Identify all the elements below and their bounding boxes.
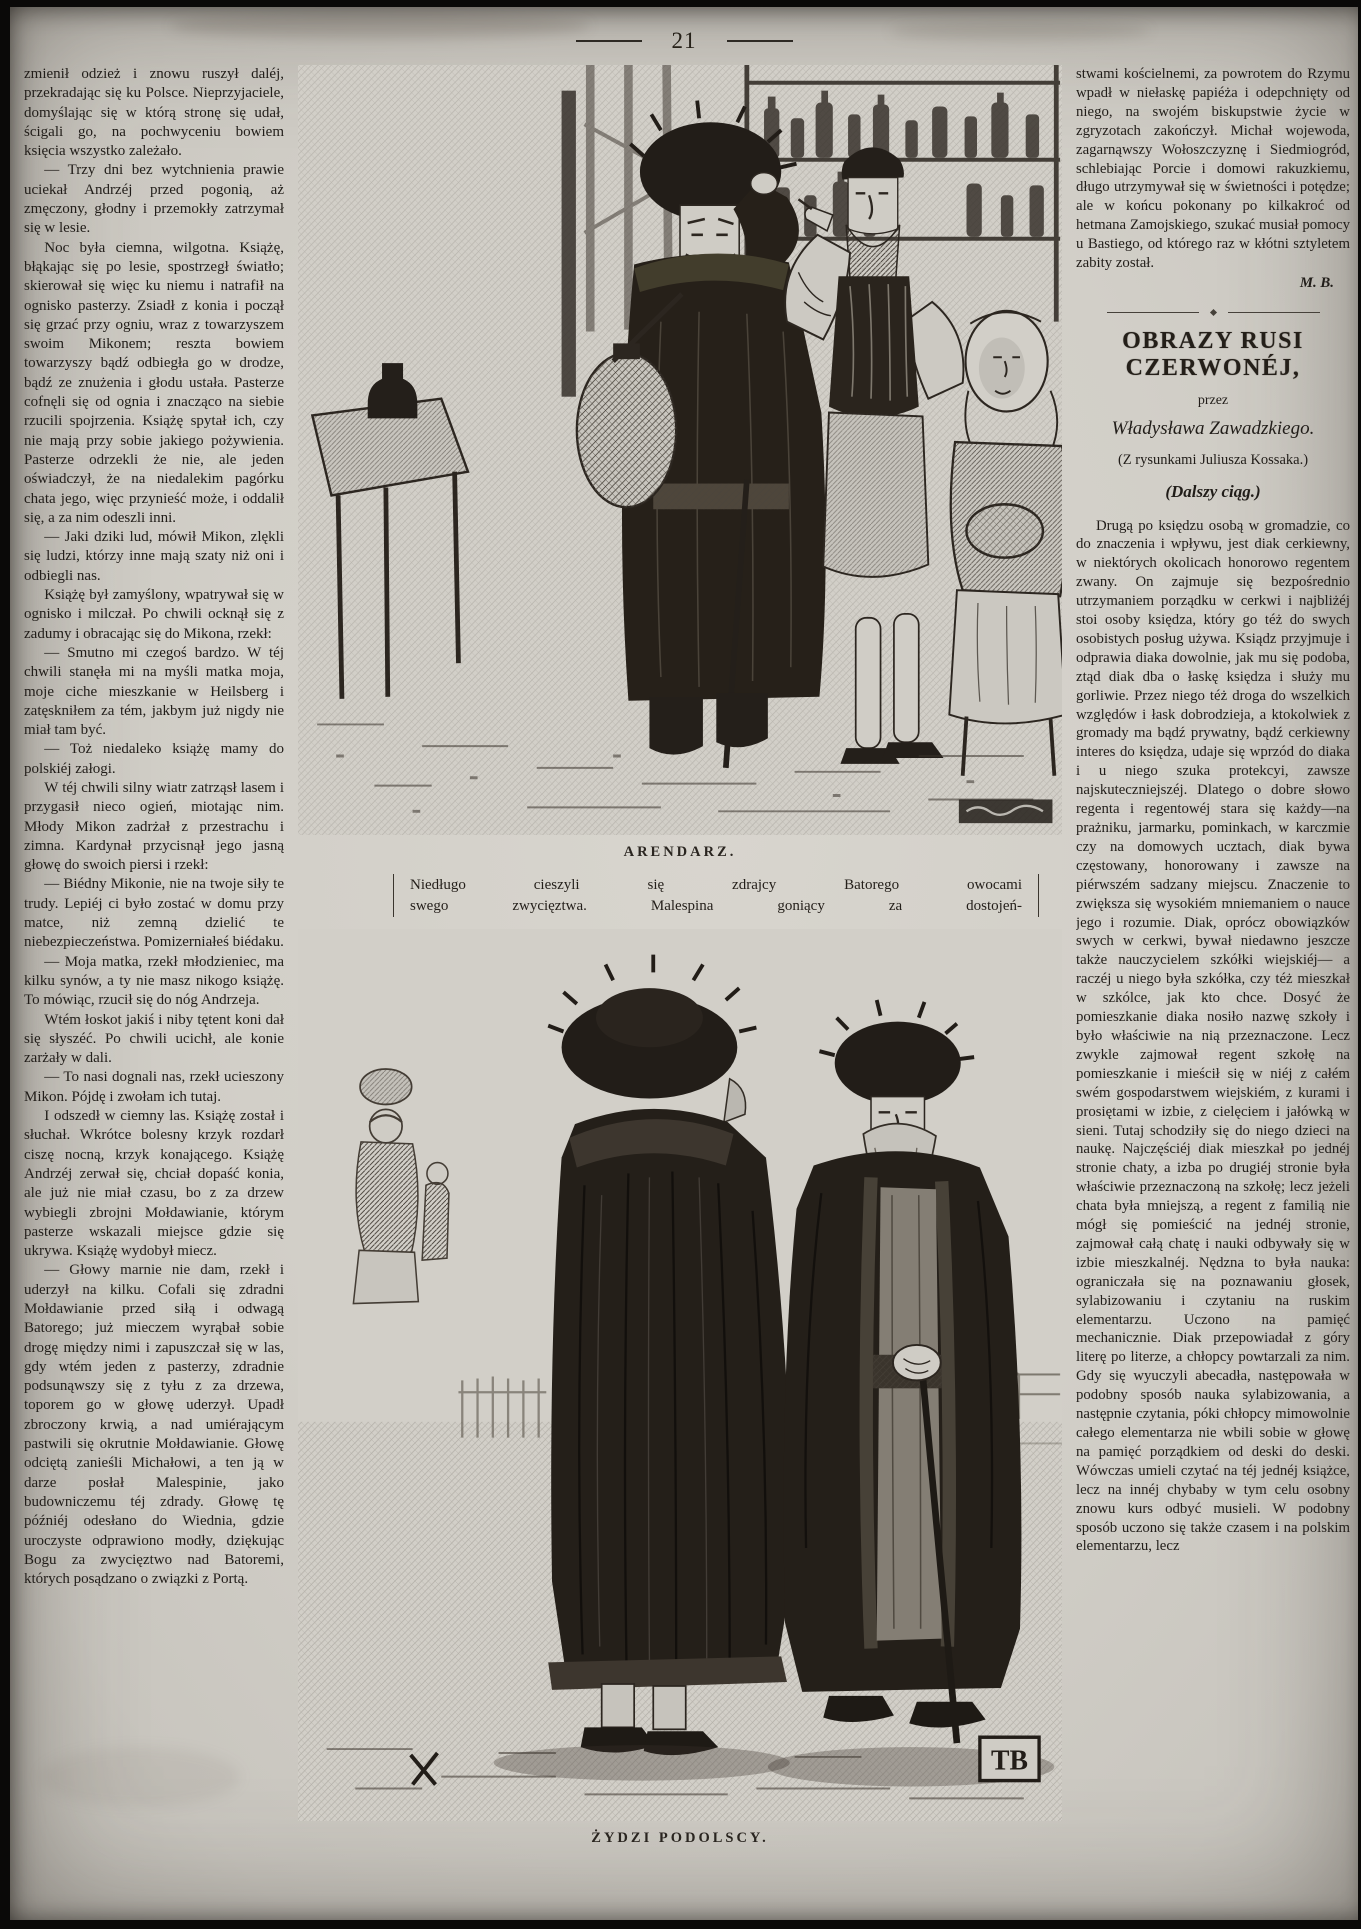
engraving-arendarz (298, 65, 1062, 861)
author-initials: M. B. (1299, 274, 1334, 291)
center-column (298, 65, 1062, 1920)
author-name: Władysława Zawadzkiego. (1111, 417, 1315, 439)
story-paragraph: — Jaki dziki lud, mówił Mikon, zlękli się ludzi, którzy inne mają szaty niż oni i odbiegli nas. (24, 529, 284, 584)
page-number-rule-right (727, 40, 793, 42)
story-paragraph: — Głowy marnie nie dam, rzekł i uderzył na kilku. Cofali się zdradni Mołdawianie przed siłą i odwagą Batorego; już mieczem wyrąbał sobie drogę między nimi i zapuszczał się w las, gdy wtém jeden z pasterzy, zdradnie podsunąwszy się z tyłu z za drzewa, toporem go w głowę uderzył. Upadł zbroczony krwią, a nad umiérającym pastwili się okrutnie Mołdawianie. Głowę odciętą zanieśli Michałowi, a ten ją w darze posłał Malespinie, jako budowniczemu téj zdrady. Głowę tę późniéj odesłano do Wiednia, gdzie uroczyste odprawiono modły, dziękując Bogu za zwycięztwo nad Batoremi, których posądzano o związki z Portą. (24, 1262, 284, 1588)
story-paragraph: — Biédny Mikonie, nie na twoje siły te trudy. Lepiéj ci było zostać w domu przy matce, niż zemną dzielić te niebezpieczeństwa. Pomizerniałeś biédaku. (24, 876, 284, 951)
story-paragraph: — Toż niedaleko książę mamy do polskiéj załogi. (24, 741, 284, 777)
caption-zydzi-podolscy: ŻYDZI PODOLSCY. (591, 1830, 769, 1846)
fragment-line: Niedługo cieszyli się zdrajcy Batorego owocami (410, 877, 1022, 893)
engraver-monogram: TB (991, 1745, 1028, 1777)
article-paragraph: stwami kościelnemi, za powrotem do Rzymu wpadł w niełaskę papiéża i odepchnięty od niego, na swojém biskupstwie życie w zgryzotach zakończył. Michał wojewoda, zagarnąwszy Wołoszczyznę i Siedmiogród, schlebiając Porcie i domowi rakuzkiemu, długo utrzymywał się w świetności i potędze; ale w końcu pokonany po kilkakroć od hetmana Zamojskiego, szukać musiał pomocy u Bastiego, od którego raz w kłótni sztyletem zabity został. (1076, 66, 1350, 272)
separator-rule-left (1107, 312, 1199, 313)
section-separator (1076, 310, 1350, 315)
left-column (24, 65, 284, 1920)
engraving-zydzi-podolscy-image (298, 929, 1062, 1821)
right-column (1076, 65, 1350, 1920)
column-text-fragment (393, 874, 1039, 917)
article-heading (1076, 328, 1350, 502)
illustrations-note: (Z rysunkami Juliusza Kossaka.) (1117, 451, 1309, 468)
story-paragraph: W téj chwili silny wiatr zatrząsł lasem i przygasił nieco ogień, miotając nim. Młody Mikon zadrżał z przestrachu i zimna. Kardynał przycisnął jego jasną głowę do swoich piersi i rzekł: (24, 779, 284, 874)
story-paragraph: Wtém łoskot jakiś i niby tętent koni dał się słyszéć. Po chwili ucichł, ale konie zarżały w dali. (24, 1011, 284, 1067)
story-paragraph: zmienił odzież i znowu ruszył daléj, przekradając się ku Polsce. Nieprzyjaciele, domyślając się w którą stronę się udał, ścigali go, na pochwyceniu bowiem księcia wszystko zależało. (24, 66, 284, 160)
story-paragraph: — Moja matka, rzekł młodzieniec, ma kilku synów, a ty nie masz nikogo książę. To mówiąc, rzucił się do nóg Andrzeja. (24, 953, 284, 1009)
engraving-zydzi-podolscy (298, 929, 1062, 1847)
story-paragraph: — To nasi dognali nas, rzekł ucieszony Mikon. Pójdę i zwołam ich tutaj. (24, 1069, 284, 1105)
story-paragraph: Noc była ciemna, wilgotna. Książę, błąkając się po lesie, spostrzegł światło; skierował się więc ku niemu i natrafił na ognisko pasterzy. Zsiadł z konia i począł się grzać przy ogniu, wraz z towarzyszem swoim Mikonem; reszta bowiem towarzyszy bądź odbiegła go w drodze, bądź ze znużenia i głodu ustała. Pasterze cofnęli się od ognia i znacząco na siebie rzucili spojrzenia. Książę spytał ich, czy nie mają przy sobie jakiego pożywienia. Pasterze odrzekli że nie, ale jeden oświadczył, że na niedalekim pagórku chata jego, więc przynieść może, i oddalił się, a za nim odeszli inni. (24, 239, 284, 526)
caption-arendarz: ARENDARZ. (623, 844, 737, 860)
continuation-note: (Dalszy ciąg.) (1165, 481, 1261, 501)
fragment-line: swego zwycięztwa. Malespina goniący za dostojeń- (410, 897, 1022, 914)
engraving-arendarz-image (298, 65, 1062, 835)
engraver-signature (959, 799, 1053, 823)
engraver-monogram-box (980, 1737, 1039, 1780)
page-number: 21 (671, 28, 697, 53)
page-number-rule-left (576, 40, 642, 42)
byline-prefix: przez (1197, 392, 1229, 408)
story-paragraph: I odszedł w ciemny las. Książę został i słuchał. Wkrótce bolesny krzyk rozdarł ciszę nocną, krzyk konającego. Książę Andrzéj zerwał się, chciał dopaść konia, ale już nie miał czasu, bo z za drzew wybiegli zbrojni Mołdawianie, którym pasterze wskazali miejsce gdzie się ukrywa. Książę wydobył miecz. (24, 1108, 284, 1260)
page-header (10, 23, 1358, 59)
column-layout (10, 59, 1358, 1920)
wall-post (562, 91, 576, 397)
article-paragraph: Drugą po księdzu osobą w gromadzie, co do znaczenia i wpływu, jest diak cerkiewny, w niektórych okolicach honorowo regentem zwany. On zajmuje się bezpośrednio utrzymaniem porządku w cerkwi i najbliżéj stoi osoby księdza, który go téż do swych osobistych posług używa. Ksiądz przyjmuje i odprawia diaka dowolnie, jak mu się podoba, ztąd diak dba o łaskę księdza i służy mu gorliwie. Przez niego téż droga do wszelkich względów i łask dobrodzieja, a ktokolwiek z gromady ma bądź prywatny, bądź cerkiewny interes do księdza, udaje się wprzód do diaka i u niego szuka protekcyi, zawsze najskuteczniejszéj. Dlatego o dobre słowo regenta i regentowéj stara się każdy—na prażniku, jarmarku, pominkach, w karczmie czy na domowych ucztach, diak bywa częstowany, honorowany i zawsze na piérwszém sadzany miejscu. Znaczenie to zwiększa się wysokiém mniemaniem o nauce jego i rozumie. Diak, oprócz obowiązków swych w cerkwi, bywał niedawno jeszcze także nauczycielem szkółki wiejskiéj— a raczéj u niego była szkółka, czy téż mieszkał w szkólce, jak kto chce. Dosyć że pomieszkanie diaka nosiło nazwę szkoły i było właściwie na nią przeznaczone. Lecz zwykle zajmował regent szkołę na pomieszkanie i mieścił się w niéj z całém swém gospodarstwem wiejskiém, z kurami i prosiętami w izbie, z cielęciem i jałówką w sieni. Tutaj schodziły się do niego dzieci na naukę. Najczęściéj diak mieszkał po jednéj stronie chaty, a izba po drugiéj stronie była właściwie przeznaczoną na szkołę; lecz jeżeli chata była mniejszą, a regent z familią nie mógł się pomieścić na jednéj stronie, zajmował całą chatę i nauki odbywały się w izbie mieszkalnéj. Nędzna to była nauka: ograniczała się na poznawaniu głosek, sylabizowaniu i czytaniu na ruskim elementarzu. Uczono na pamięć mechanicznie. Diak przepowiadał z góry literę po literze, a chłopcy powtarzali za nim. Gdy się wyuczyli abecadła, następowała w podobny sposób nauka sylabizowania, a następnie czytania, póki chłopcy mimowolnie całego elementarza nie wbili sobie w głowę na pamięć porządkiem od deski do deski. Wówczas umieli czytać na téj jednéj książce, lecz na innéj chybaby w tym celu osobny znowu kurs odbyć musieli. W podobny sposób uczono się także czasem i na polskim elementarzu, lecz (1076, 517, 1350, 1555)
separator-rule-right (1228, 312, 1320, 313)
story-paragraph: — Trzy dni bez wytchnienia prawie uciekał Andrzéj przed pogonią, aż zmęczony, głodny i przemokły zatrzymał się w lesie. (24, 162, 284, 237)
story-paragraph: Książę był zamyślony, wpatrywał się w ognisko i milczał. Po chwili ocknął się z zadumy i obracając się do Mikona, rzekł: (24, 587, 284, 642)
newspaper-page (10, 7, 1358, 1920)
separator-dot (1209, 309, 1216, 316)
story-paragraph: — Smutno mi czegoś bardzo. W téj chwili stanęła mi na myśli matka moja, moje ciche mieszkanie w Heilsberg i zatęskniłem za tém, jakbym już nigdy nie miał tam być. (24, 644, 284, 739)
article-title: OBRAZY RUSI CZERWONÉJ, (1122, 327, 1304, 381)
